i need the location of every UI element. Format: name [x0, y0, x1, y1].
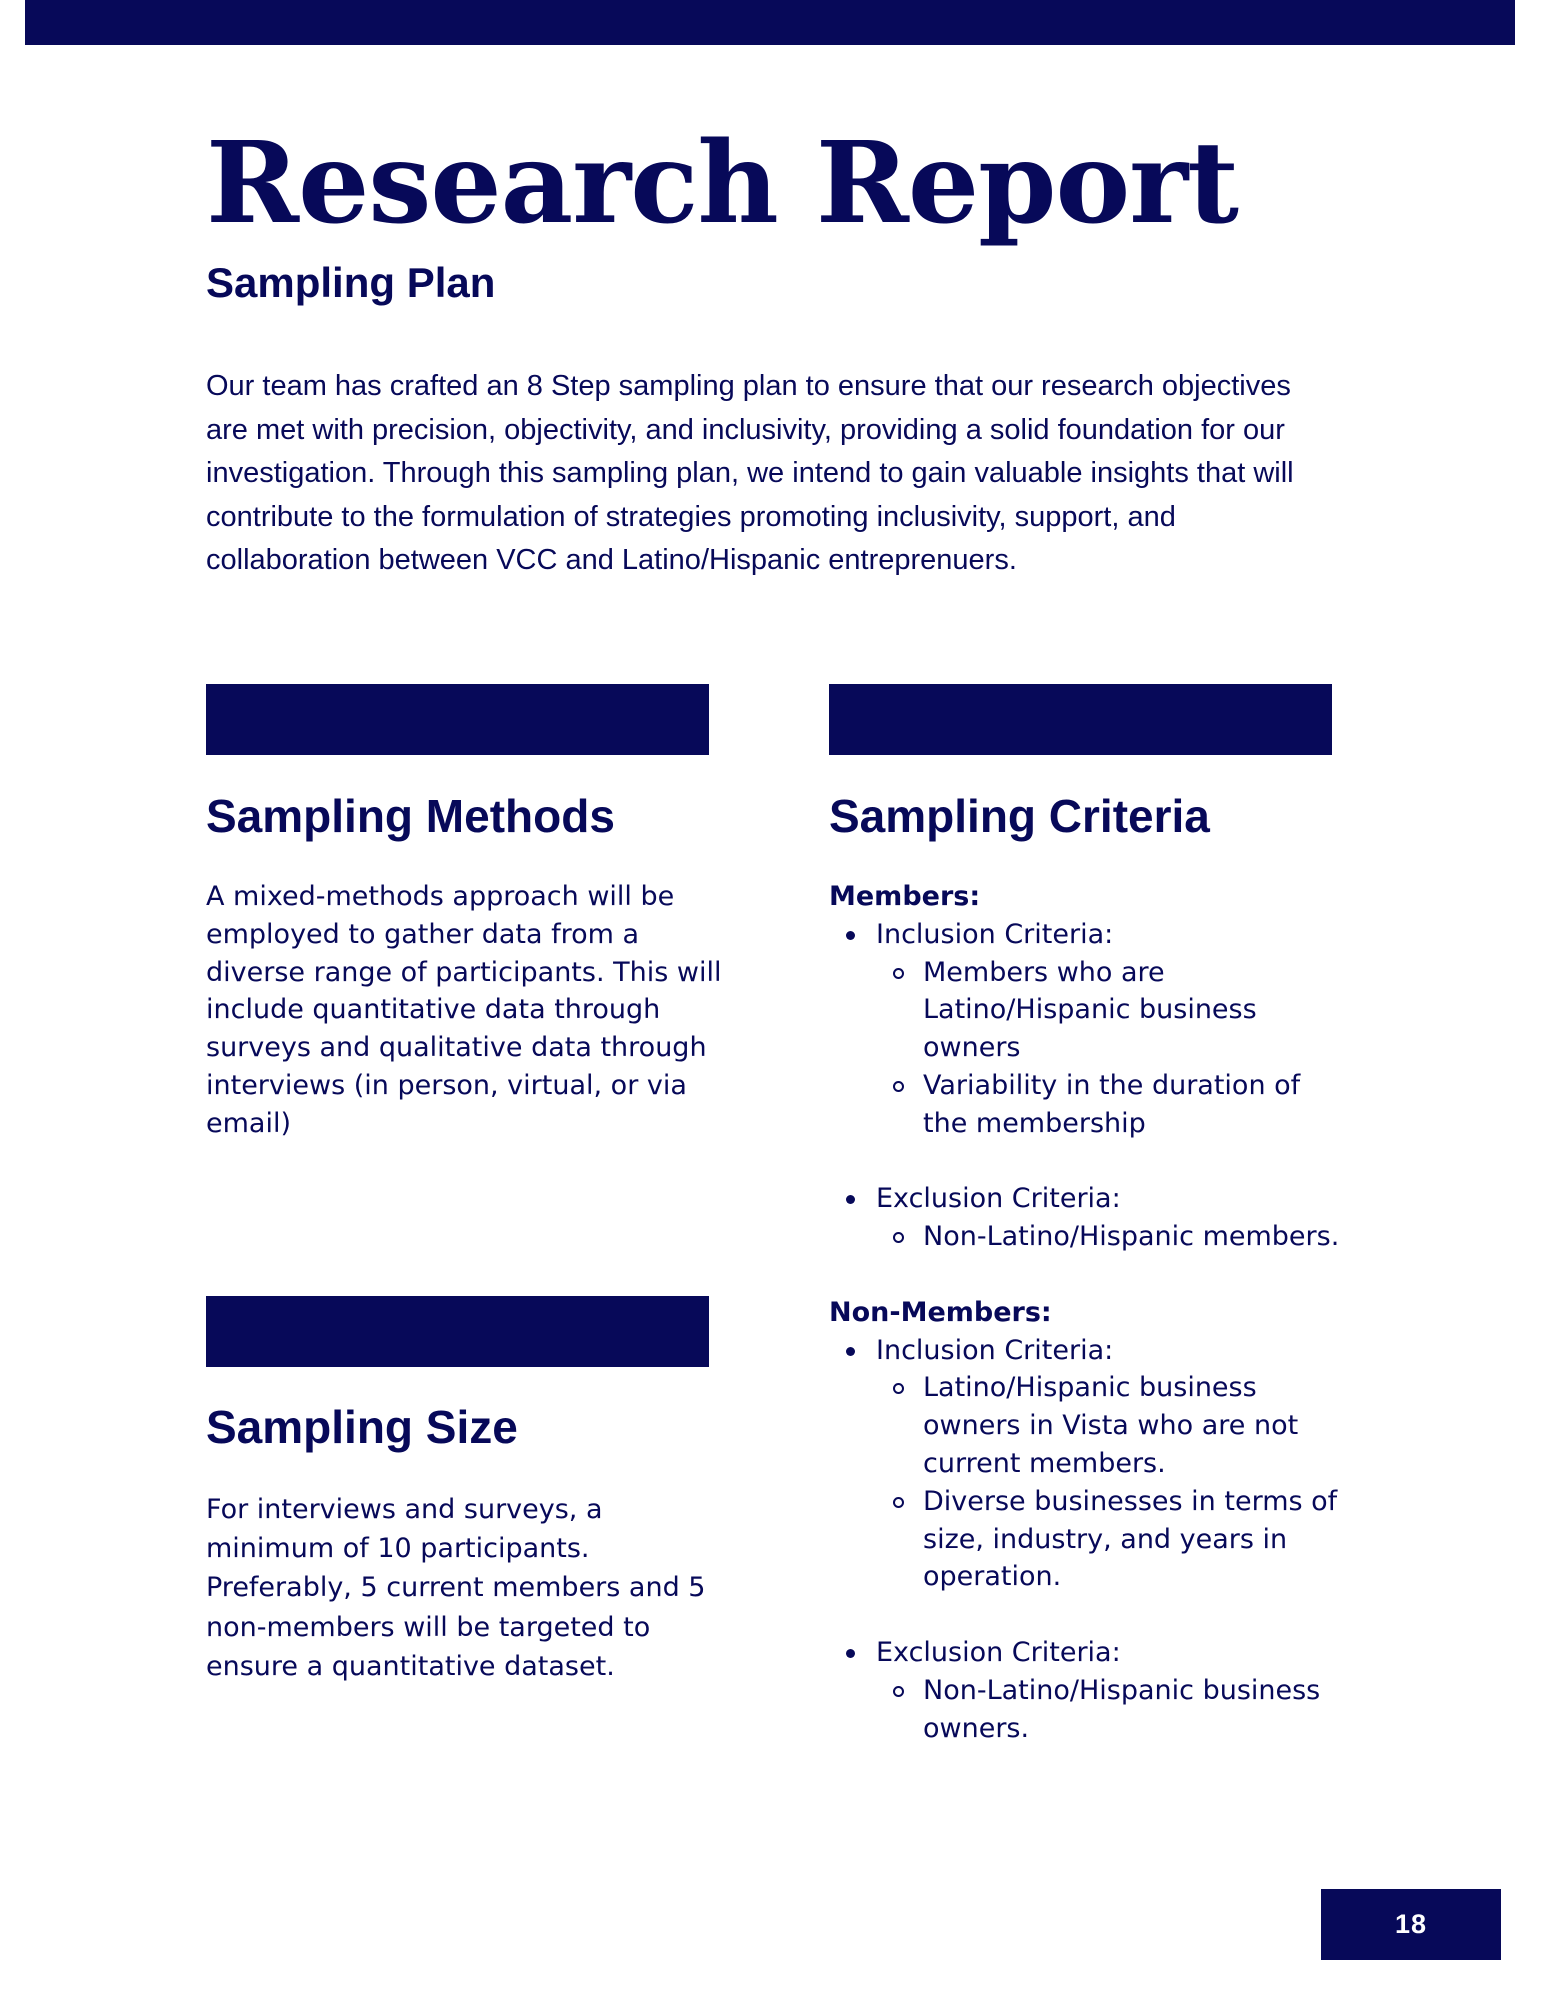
sampling-size-heading: Sampling Size: [206, 1401, 518, 1453]
page-title: Research Report: [206, 118, 1238, 249]
sampling-criteria-heading: Sampling Criteria: [829, 790, 1210, 842]
top-banner-bar: [25, 0, 1515, 45]
bullet-circle-icon: [893, 1081, 904, 1092]
list-item: [876, 1483, 1349, 1596]
methods-header-block: [206, 684, 709, 755]
list-item: [876, 1672, 1349, 1748]
intro-paragraph: Our team has crafted an 8 Step sampling plan to ensure that our research objectives are met with precision, objectivity, and inclusivity, providing a solid foundation for our investigation. Through this sampling plan, we intend to gain valuable insights that will contribute to the formulation of strategies promoting inclusivity, support, and collaboration between VCC and Latino/Hispanic entreprenuers.: [206, 370, 1294, 576]
list-item: [829, 1332, 1349, 1597]
bullet-circle-icon: [893, 968, 904, 979]
page-number: 18: [1394, 1909, 1428, 1939]
criteria-subitem: Members who are Latino/Hispanic business owners: [923, 956, 1257, 1064]
list-item: [876, 954, 1349, 1067]
criteria-subitem: Latino/Hispanic business owners in Vista who are not current members.: [923, 1372, 1299, 1479]
list-item: [829, 916, 1349, 1143]
group-label-non-members: Non-Members:: [829, 1296, 1052, 1328]
sampling-methods-text: A mixed-methods approach will be employed to gather data from a diverse range of participants. This will include quantitative data through surveys and qualitative data through interviews (in person, virtual, or via email): [206, 881, 722, 1139]
non-members-criteria-list: [829, 1332, 1349, 1748]
bullet-circle-icon: [893, 1383, 904, 1394]
bullet-circle-icon: [893, 1686, 904, 1697]
list-item: [876, 1218, 1349, 1256]
sub-list: [876, 1672, 1349, 1748]
criteria-label: Exclusion Criteria:: [876, 1636, 1121, 1668]
members-criteria-list: [829, 916, 1349, 1256]
list-item: [829, 1634, 1349, 1747]
members-group: [829, 878, 1349, 1256]
criteria-header-block: [829, 684, 1332, 755]
sub-list: [876, 1218, 1349, 1256]
criteria-subitem: Variability in the duration of the membership: [923, 1069, 1301, 1139]
criteria-subitem: Non-Latino/Hispanic business owners.: [923, 1674, 1321, 1744]
criteria-subitem: Diverse businesses in terms of size, industry, and years in operation.: [923, 1485, 1338, 1593]
bullet-circle-icon: [893, 1497, 904, 1508]
sampling-size-text: For interviews and surveys, a minimum of 10 participants. Preferably, 5 current members and 5 non-members will be targeted to ensure a quantitative dataset.: [206, 1494, 706, 1682]
criteria-label: Inclusion Criteria:: [876, 1334, 1114, 1366]
size-header-block: [206, 1296, 709, 1367]
criteria-label: Exclusion Criteria:: [876, 1183, 1121, 1215]
page-subtitle: Sampling Plan: [206, 259, 496, 306]
criteria-label: Inclusion Criteria:: [876, 918, 1114, 950]
sampling-methods-heading: Sampling Methods: [206, 790, 615, 842]
group-label-members: Members:: [829, 881, 981, 912]
list-item: [829, 1180, 1349, 1256]
sub-list: [876, 1369, 1349, 1596]
bullet-disc-icon: [846, 1195, 855, 1204]
page-number-badge: [1321, 1889, 1501, 1960]
bullet-circle-icon: [893, 1232, 904, 1243]
criteria-subitem: Non-Latino/Hispanic members.: [923, 1221, 1340, 1253]
bullet-disc-icon: [846, 1649, 855, 1658]
bullet-disc-icon: [846, 931, 855, 940]
bullet-disc-icon: [846, 1347, 855, 1356]
list-item: [876, 1067, 1349, 1143]
sub-list: [876, 954, 1349, 1143]
list-item: [876, 1369, 1349, 1482]
sampling-criteria-list: [829, 878, 1349, 1747]
non-members-group: [829, 1294, 1349, 1748]
